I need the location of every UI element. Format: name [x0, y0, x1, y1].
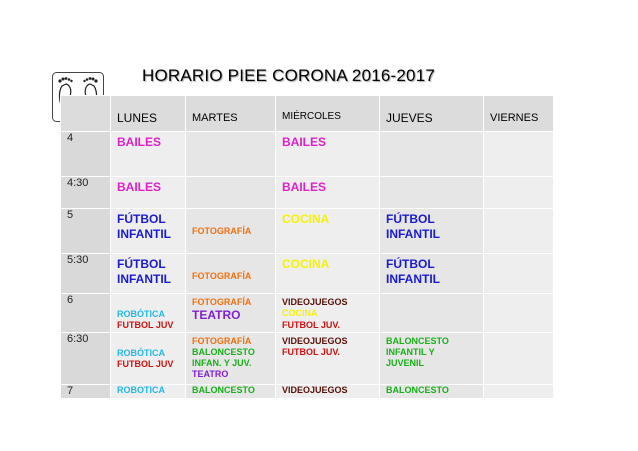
activity-label: FOTOGRAFÍA — [192, 335, 252, 346]
activity-label: INFANTIL — [117, 227, 171, 241]
activity-label: INFANTIL — [386, 272, 440, 286]
schedule-cell — [111, 384, 186, 398]
table-row — [61, 384, 554, 398]
schedule-cell — [380, 132, 484, 177]
activity-label: COCINA — [282, 308, 318, 319]
time-cell: 7 — [61, 384, 111, 398]
schedule-cell — [276, 254, 380, 294]
schedule-cell — [484, 254, 554, 294]
schedule-cell — [111, 132, 186, 177]
schedule-cell — [186, 332, 276, 384]
activity-label: BAILES — [282, 135, 327, 149]
activity-label: FÚTBOL — [117, 257, 166, 271]
schedule-cell — [276, 209, 380, 254]
schedule-cell — [380, 294, 484, 333]
table-row — [61, 132, 554, 177]
activity-label: FUTBOL JUV — [117, 320, 174, 331]
header-day: VIERNES — [484, 96, 554, 132]
schedule-cell — [276, 177, 380, 209]
schedule-cell — [484, 132, 554, 177]
activity-label: BALONCESTO — [192, 384, 255, 395]
activity-label: FUTBOL JUV — [117, 358, 174, 369]
time-cell: 5:30 — [61, 254, 111, 294]
schedule-cell — [484, 209, 554, 254]
activity-label: FÚTBOL — [117, 212, 166, 226]
time-cell: 6:30 — [61, 332, 111, 384]
header-day: MIÉRCOLES — [276, 96, 380, 132]
schedule-cell — [111, 177, 186, 209]
schedule-cell — [111, 332, 186, 384]
activity-label: FÚTBOL — [386, 212, 435, 226]
activity-label: BAILES — [282, 180, 327, 194]
activity-label: ROBÓTICA — [117, 347, 165, 358]
schedule-cell — [484, 384, 554, 398]
activity-label: BALONCESTO — [386, 335, 449, 346]
activity-label: INFANTIL — [117, 272, 171, 286]
time-cell: 6 — [61, 294, 111, 333]
activity-label: ROBÓTICA — [117, 309, 165, 319]
table-row — [61, 294, 554, 333]
schedule-cell — [380, 254, 484, 294]
schedule-cell — [484, 294, 554, 333]
activity-label: INFANTIL — [386, 227, 440, 241]
activity-label: FUTBOL JUV. — [282, 319, 341, 330]
activity-label: BAILES — [117, 135, 162, 149]
schedule-cell — [186, 209, 276, 254]
schedule-cell — [380, 177, 484, 209]
schedule-cell — [484, 177, 554, 209]
schedule-cell — [186, 294, 276, 333]
activity-label: INFAN. Y JUV. — [192, 358, 252, 368]
schedule-cell — [484, 332, 554, 384]
page-title: HORARIO PIEE CORONA 2016-2017 — [142, 66, 436, 85]
table-row — [61, 254, 554, 294]
table-row — [61, 332, 554, 384]
activity-label: VIDEOJUEGOS — [282, 297, 348, 307]
schedule-cell — [276, 294, 380, 333]
activity-label: FOTOGRAFÍA — [192, 297, 252, 307]
activity-label: BAILES — [117, 180, 162, 194]
schedule-cell — [186, 132, 276, 177]
activity-label: FÚTBOL — [386, 257, 435, 271]
activity-label: FUTBOL JUV. — [282, 346, 341, 357]
schedule-table — [60, 95, 554, 399]
schedule-cell — [380, 209, 484, 254]
schedule-cell — [186, 177, 276, 209]
activity-label: BALONCESTO — [192, 346, 255, 357]
activity-label: INFANTIL Y — [386, 346, 435, 357]
activity-label: TEATRO — [192, 369, 229, 380]
schedule-cell — [380, 384, 484, 398]
schedule-cell — [380, 332, 484, 384]
activity-label: BALONCESTO — [386, 384, 449, 395]
header-day: MARTES — [186, 96, 276, 132]
schedule-cell — [186, 384, 276, 398]
schedule-cell — [276, 384, 380, 398]
header-day: LUNES — [111, 96, 186, 132]
schedule-cell — [276, 132, 380, 177]
header-time — [61, 96, 111, 132]
schedule-cell — [111, 254, 186, 294]
header-row — [61, 96, 554, 132]
table-row — [61, 177, 554, 209]
schedule-cell — [111, 209, 186, 254]
schedule-cell — [276, 332, 380, 384]
activity-label: VIDEOJUEGOS — [282, 335, 348, 346]
table-row — [61, 209, 554, 254]
activity-label: ROBOTICA — [117, 384, 165, 395]
activity-label: TEATRO — [192, 308, 241, 323]
time-cell: 5 — [61, 209, 111, 254]
schedule-cell — [111, 294, 186, 333]
time-cell: 4:30 — [61, 177, 111, 209]
activity-label: COCINA — [282, 257, 330, 271]
header-day: JUEVES — [380, 96, 484, 132]
activity-label: COCINA — [282, 212, 330, 226]
activity-label: JUVENIL — [386, 358, 425, 368]
time-cell: 4 — [61, 132, 111, 177]
activity-label: VIDEOJUEGOS — [282, 384, 348, 395]
schedule-cell — [186, 254, 276, 294]
activity-label: FOTOGRAFÍA — [192, 271, 252, 281]
activity-label: FOTOGRAFÍA — [192, 226, 252, 236]
